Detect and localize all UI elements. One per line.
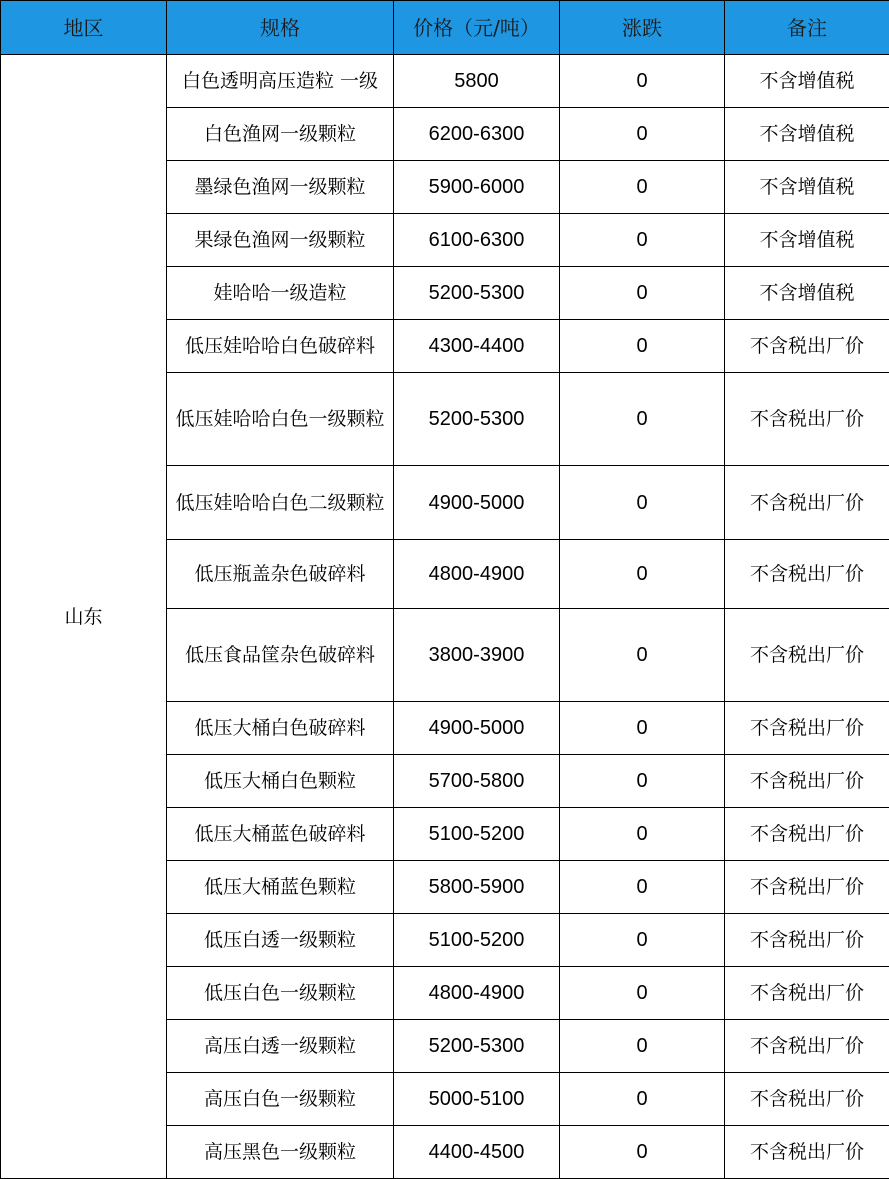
spec-cell: 低压食品筐杂色破碎料: [167, 609, 394, 702]
region-cell: 山东: [1, 55, 167, 1179]
header-change: 涨跌: [560, 1, 725, 55]
price-cell: 4800-4900: [394, 967, 560, 1020]
note-cell: 不含税出厂价: [725, 1073, 889, 1126]
price-cell: 4400-4500: [394, 1126, 560, 1179]
note-cell: 不含税出厂价: [725, 808, 889, 861]
table-body: [1, 55, 889, 1179]
price-cell: 5200-5300: [394, 373, 560, 466]
note-cell: 不含税出厂价: [725, 1126, 889, 1179]
note-cell: 不含增值税: [725, 108, 889, 161]
price-cell: 6100-6300: [394, 214, 560, 267]
change-cell: 0: [560, 609, 725, 702]
price-cell: 4900-5000: [394, 466, 560, 540]
spec-cell: 白色渔网一级颗粒: [167, 108, 394, 161]
header-row: [1, 1, 889, 55]
note-cell: 不含税出厂价: [725, 320, 889, 373]
change-cell: 0: [560, 214, 725, 267]
change-cell: 0: [560, 1073, 725, 1126]
price-cell: 5800-5900: [394, 861, 560, 914]
price-cell: 4300-4400: [394, 320, 560, 373]
price-cell: 5200-5300: [394, 1020, 560, 1073]
spec-cell: 低压娃哈哈白色破碎料: [167, 320, 394, 373]
change-cell: 0: [560, 466, 725, 540]
note-cell: 不含税出厂价: [725, 466, 889, 540]
change-cell: 0: [560, 1020, 725, 1073]
spec-cell: 低压娃哈哈白色一级颗粒: [167, 373, 394, 466]
spec-cell: 白色透明高压造粒 一级: [167, 55, 394, 108]
spec-cell: 低压白透一级颗粒: [167, 914, 394, 967]
price-cell: 4800-4900: [394, 540, 560, 609]
note-cell: 不含税出厂价: [725, 1020, 889, 1073]
change-cell: 0: [560, 967, 725, 1020]
price-cell: 6200-6300: [394, 108, 560, 161]
change-cell: 0: [560, 267, 725, 320]
change-cell: 0: [560, 108, 725, 161]
change-cell: 0: [560, 373, 725, 466]
change-cell: 0: [560, 702, 725, 755]
note-cell: 不含税出厂价: [725, 914, 889, 967]
price-cell: 4900-5000: [394, 702, 560, 755]
note-cell: 不含税出厂价: [725, 373, 889, 466]
change-cell: 0: [560, 540, 725, 609]
note-cell: 不含增值税: [725, 161, 889, 214]
change-cell: 0: [560, 861, 725, 914]
header-spec: 规格: [167, 1, 394, 55]
spec-cell: 果绿色渔网一级颗粒: [167, 214, 394, 267]
header-price: 价格（元/吨）: [394, 1, 560, 55]
change-cell: 0: [560, 320, 725, 373]
header-region: 地区: [1, 1, 167, 55]
spec-cell: 娃哈哈一级造粒: [167, 267, 394, 320]
note-cell: 不含增值税: [725, 55, 889, 108]
note-cell: 不含税出厂价: [725, 609, 889, 702]
change-cell: 0: [560, 55, 725, 108]
change-cell: 0: [560, 808, 725, 861]
spec-cell: 低压大桶蓝色破碎料: [167, 808, 394, 861]
note-cell: 不含税出厂价: [725, 702, 889, 755]
note-cell: 不含税出厂价: [725, 755, 889, 808]
change-cell: 0: [560, 755, 725, 808]
price-cell: 5100-5200: [394, 914, 560, 967]
change-cell: 0: [560, 161, 725, 214]
header-note: 备注: [725, 1, 889, 55]
spec-cell: 低压娃哈哈白色二级颗粒: [167, 466, 394, 540]
price-cell: 5100-5200: [394, 808, 560, 861]
change-cell: 0: [560, 914, 725, 967]
spec-cell: 高压白色一级颗粒: [167, 1073, 394, 1126]
spec-cell: 低压大桶白色破碎料: [167, 702, 394, 755]
note-cell: 不含增值税: [725, 214, 889, 267]
spec-cell: 低压白色一级颗粒: [167, 967, 394, 1020]
price-cell: 5900-6000: [394, 161, 560, 214]
spec-cell: 低压大桶白色颗粒: [167, 755, 394, 808]
price-cell: 5700-5800: [394, 755, 560, 808]
price-cell: 5800: [394, 55, 560, 108]
spec-cell: 低压大桶蓝色颗粒: [167, 861, 394, 914]
note-cell: 不含税出厂价: [725, 540, 889, 609]
note-cell: 不含增值税: [725, 267, 889, 320]
spec-cell: 低压瓶盖杂色破碎料: [167, 540, 394, 609]
note-cell: 不含税出厂价: [725, 967, 889, 1020]
price-cell: 5000-5100: [394, 1073, 560, 1126]
price-cell: 5200-5300: [394, 267, 560, 320]
change-cell: 0: [560, 1126, 725, 1179]
note-cell: 不含税出厂价: [725, 861, 889, 914]
spec-cell: 高压黑色一级颗粒: [167, 1126, 394, 1179]
price-cell: 3800-3900: [394, 609, 560, 702]
spec-cell: 墨绿色渔网一级颗粒: [167, 161, 394, 214]
table-row: [1, 55, 889, 108]
spec-cell: 高压白透一级颗粒: [167, 1020, 394, 1073]
